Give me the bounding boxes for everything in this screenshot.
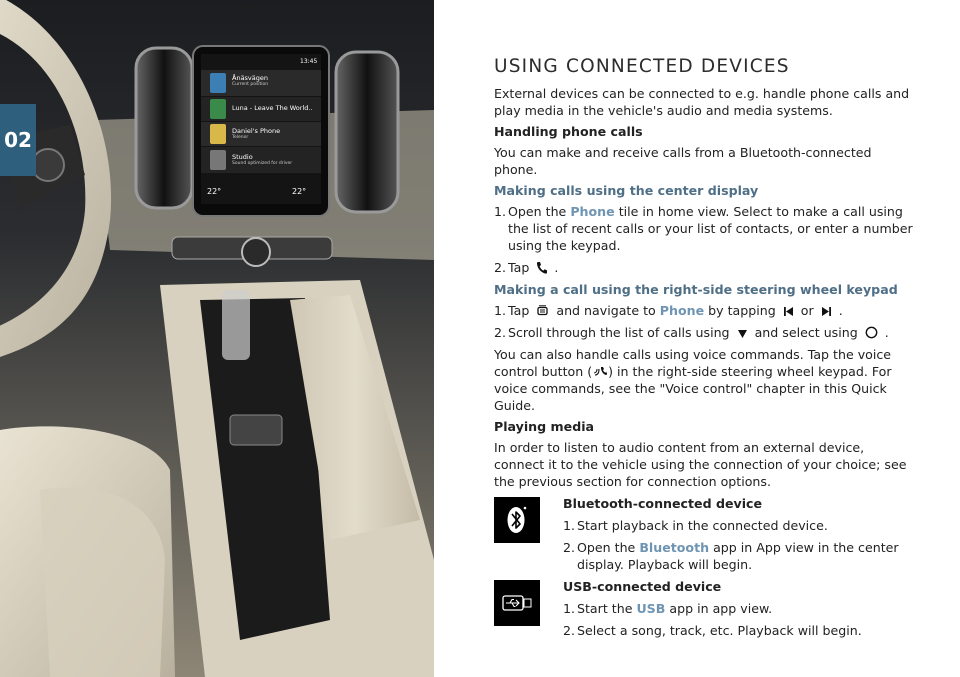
tile-title: Ånäsvägen bbox=[232, 74, 269, 82]
tile-title: Luna - Leave The World.. bbox=[232, 104, 313, 112]
subheading-steering-wheel: Making a call using the right-side steering wheel keypad bbox=[494, 282, 898, 297]
media-paragraph: In order to listen to audio content from an external device, connect it to the vehicle using the connection of your choice; see the previous section for connection options. bbox=[494, 440, 907, 489]
tile-title: Daniel's Phone bbox=[232, 127, 281, 135]
heading-phone-calls: Handling phone calls bbox=[494, 124, 643, 139]
voice-control-icon bbox=[593, 365, 607, 378]
subheading-center-display: Making calls using the center display bbox=[494, 183, 759, 198]
heading-playing-media: Playing media bbox=[494, 419, 595, 434]
screen-tile-media bbox=[232, 105, 313, 112]
phone-handset-icon bbox=[536, 261, 547, 274]
list-item: 2. Scroll through the list of calls using and select using . bbox=[494, 325, 889, 340]
list-item: 1. Tap and navigate to Phone by tapping or . bbox=[494, 303, 843, 318]
list-item: 1. Start playback in the connected device. bbox=[563, 518, 828, 533]
tile-sub: Sound optimized for driver bbox=[232, 161, 293, 167]
screen-temp-left: 22° bbox=[207, 187, 222, 196]
phone-app-label: Phone bbox=[659, 303, 705, 318]
voice-paragraph: You can also handle calls using voice commands. Tap the voice control button ( ) in the right-side steering wheel keypad. For voice commands, see the "Voice control" chapter in this Quick Guide. bbox=[494, 347, 892, 413]
usb-app-label: USB bbox=[636, 601, 666, 616]
screen-clock: 13:45 bbox=[300, 58, 318, 65]
calls-paragraph: You can make and receive calls from a Bluetooth-connected phone. bbox=[494, 145, 872, 177]
steering-wheel-steps bbox=[494, 302, 914, 341]
tile-title: Studio bbox=[232, 153, 253, 161]
bluetooth-tile bbox=[494, 497, 540, 543]
bluetooth-section bbox=[494, 495, 914, 573]
bluetooth-steps bbox=[563, 517, 914, 573]
car-interior-photo bbox=[0, 0, 434, 677]
usb-icon bbox=[502, 594, 532, 612]
list-item: 1. Open the Phone tile in home view. Select to make a call using the list of recent calls or your list of contacts, or enter a number using the keypad. bbox=[494, 204, 913, 253]
usb-tile bbox=[494, 580, 540, 626]
skip-previous-icon bbox=[783, 306, 794, 317]
list-item: 2. Select a song, track, etc. Playback will begin. bbox=[563, 623, 862, 638]
tile-sub: Telenor bbox=[232, 135, 249, 141]
screen-temp-right: 22° bbox=[292, 187, 307, 196]
page-title: USING CONNECTED DEVICES bbox=[494, 56, 790, 77]
bluetooth-heading: Bluetooth-connected device bbox=[563, 496, 763, 511]
intro-paragraph: External devices can be connected to e.g. handle phone calls and play media in the vehicle's audio and media systems. bbox=[494, 86, 910, 118]
select-ok-icon bbox=[865, 326, 878, 339]
list-item: 1. Start the USB app in app view. bbox=[563, 601, 773, 616]
list-item: 2. Tap . bbox=[494, 260, 559, 275]
app-menu-icon bbox=[536, 305, 549, 317]
interior-illustration bbox=[0, 0, 434, 677]
usb-section bbox=[494, 578, 914, 639]
document-column bbox=[494, 58, 914, 644]
usb-heading: USB-connected device bbox=[563, 579, 722, 594]
usb-steps bbox=[563, 600, 914, 639]
screen-tile-audio bbox=[232, 154, 292, 167]
screen-tile-navigation bbox=[232, 75, 268, 88]
list-item: 2. Open the Bluetooth app in App view in the center display. Playback will begin. bbox=[563, 540, 899, 572]
screen-tile-phone bbox=[232, 128, 280, 141]
bluetooth-app-label: Bluetooth bbox=[639, 540, 710, 555]
bluetooth-icon bbox=[506, 505, 528, 535]
phone-app-label: Phone bbox=[570, 204, 615, 219]
scroll-down-icon bbox=[737, 329, 748, 339]
center-display-steps bbox=[494, 203, 914, 276]
section-tab: 02 bbox=[0, 104, 36, 176]
skip-next-icon bbox=[821, 306, 832, 317]
tile-sub: Current position bbox=[232, 82, 269, 88]
